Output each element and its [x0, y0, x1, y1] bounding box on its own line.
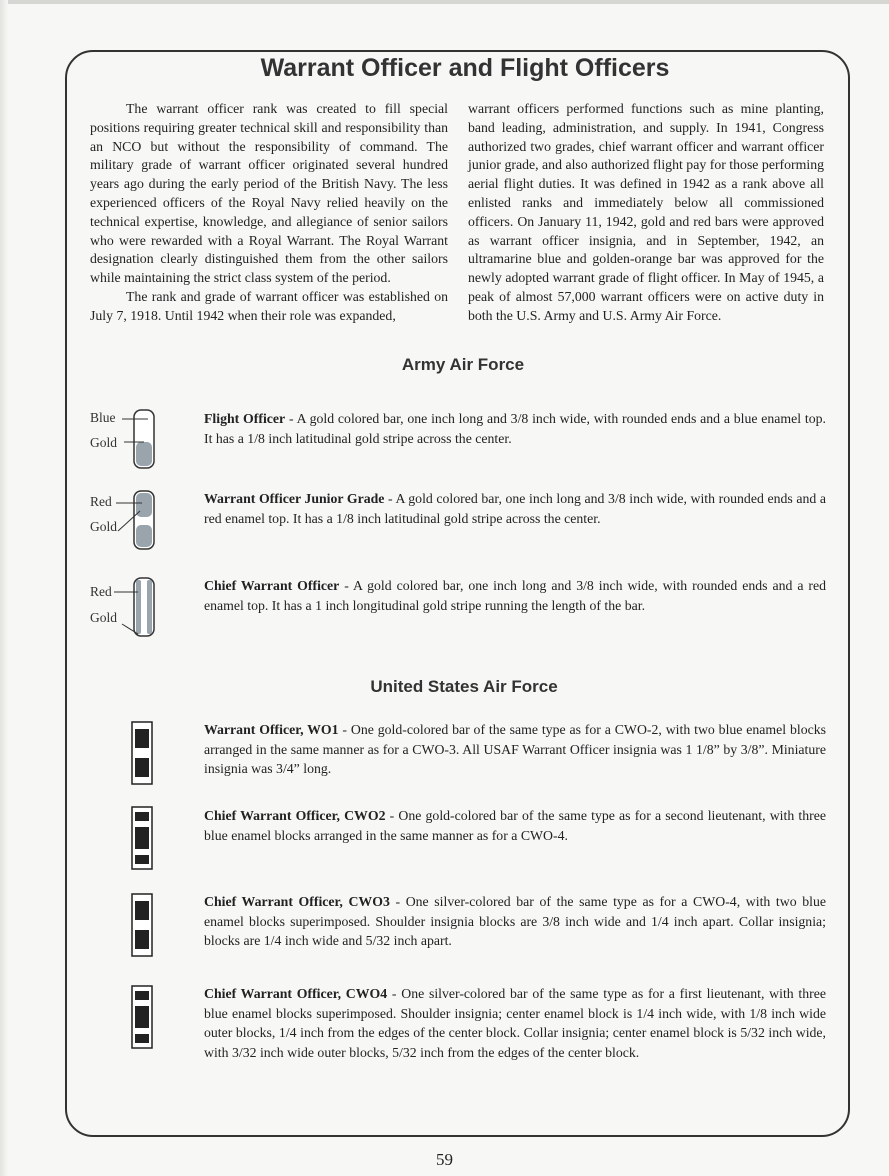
intro-paragraph: The rank and grade of warrant officer was established on July 7, 1918. Until 1942 when their role was expanded, — [90, 288, 448, 323]
wo1-description — [204, 720, 826, 779]
rank-description: - One silver-colored bar of the same type as for a CWO-4, with two blue enamel blocks superimposed. Shoulder insignia blocks are 3/8 inch wide and 1/4 inch apart. Collar insignia; blocks are 1/4 inch wide and 5/32 inch apart. — [204, 894, 826, 948]
insignia-label-bottom: Gold — [90, 610, 117, 625]
rank-description: - A gold colored bar, one inch long and 3/8 inch wide, with rounded ends and a blue enamel top. It has a 1/8 inch latitudinal gold stripe across the center. — [204, 411, 826, 446]
intro-column-right — [468, 100, 824, 326]
rank-name: Flight Officer — [204, 411, 286, 426]
insignia-label-top: Red — [90, 584, 112, 599]
section-heading-army-air-force: Army Air Force — [401, 355, 525, 374]
section-heading-united-states-air-force: United States Air Force — [370, 677, 558, 696]
cwo4-description — [204, 984, 826, 1062]
scan-edge-top — [0, 0, 889, 4]
rank-name: Warrant Officer Junior Grade — [204, 491, 385, 506]
cwo3-description — [204, 892, 826, 951]
chief-warrant-officer-description — [204, 576, 826, 615]
rank-description: - One gold-colored bar of the same type as for a CWO-2, with two blue enamel blocks arranged in the same manner as for a CWO-3. All USAF Warrant Officer insignia was 1 1/8” by 3/8”. Miniature insignia was 3/4” long. — [204, 722, 826, 776]
warrant-officer-junior-grade-insignia — [88, 489, 178, 549]
chief-warrant-officer-bar-icon — [88, 576, 178, 640]
flight-officer-bar-icon — [88, 408, 178, 472]
rank-description: - A gold colored bar, one inch long and 3/8 inch wide, with rounded ends and a red enamel top. It has a 1/8 inch latitudinal gold stripe across the center. — [204, 491, 826, 526]
rank-name: Chief Warrant Officer — [204, 578, 340, 593]
cwo2-description — [204, 806, 826, 845]
intro-column-left — [90, 100, 448, 326]
flight-officer-description — [204, 409, 826, 448]
rank-description: - One gold-colored bar of the same type as for a second lieutenant, with three blue enamel blocks arranged in the same manner as for a CWO-4. — [204, 808, 826, 843]
wo1-insignia-icon — [131, 721, 153, 785]
flight-officer-insignia — [88, 408, 178, 468]
cwo2-insignia-icon — [131, 806, 153, 870]
rank-name: Chief Warrant Officer, CWO3 — [204, 894, 390, 909]
insignia-label-bottom: Gold — [90, 519, 117, 534]
warrant-officer-junior-grade-description — [204, 489, 826, 528]
cwo3-insignia-icon — [131, 893, 153, 957]
chief-warrant-officer-insignia — [88, 576, 178, 636]
page-number: 59 — [436, 1150, 453, 1169]
rank-description: - One silver-colored bar of the same type as for a first lieutenant, with three blue enamel blocks superimposed. Shoulder insignia; center enamel block is 1/4 inch wide, with 1/8 inch wide outer blocks, 1/4 inch from the edges of the center block. Collar insignia; center enamel block is 5/32 inch wide, with 3/32 inch wide outer blocks, 5/32 inch from the edges of the center block. — [204, 986, 826, 1060]
rank-name: Chief Warrant Officer, CWO4 — [204, 986, 388, 1001]
intro-paragraph: warrant officers performed functions such as mine planting, band leading, administration, and supply. In 1941, Congress authorized two grades, chief warrant officer and warrant officer junior grade, and also authorized flight pay for those performing aerial flight duties. It was defined in 1942 as a rank above all enlisted ranks and immediately below all commissioned officers. On January 11, 1942, gold and red bars were approved as warrant officer insignia, and in September, 1942, an ultramarine blue and golden-orange bar was approved for the newly adopted warrant grade of flight officer. In May of 1945, a peak of almost 57,000 warrant officers were on active duty in both the U.S. Army and U.S. Army Air Force. — [468, 101, 824, 323]
page-title: Warrant Officer and Flight Officers — [160, 54, 770, 83]
rank-description: - A gold colored bar, one inch long and 3/8 inch wide, with rounded ends and a red enamel top. It has a 1 inch longitudinal gold stripe running the length of the bar. — [204, 578, 826, 613]
insignia-label-bottom: Gold — [90, 435, 117, 450]
insignia-label-top: Red — [90, 494, 112, 509]
rank-name: Warrant Officer, WO1 — [204, 722, 339, 737]
rank-name: Chief Warrant Officer, CWO2 — [204, 808, 386, 823]
warrant-officer-junior-grade-bar-icon — [88, 489, 178, 553]
cwo4-insignia-icon — [131, 985, 153, 1049]
intro-paragraph: The warrant officer rank was created to fill special positions requiring greater technical skill and responsibility than an NCO but without the responsibility of command. The military grade of warrant officer originated several hundred years ago during the early period of the British Navy. The less experienced officers of the Royal Navy relied heavily on the technical expertise, knowledge, and allegiance of senior sailors who were rewarded with a Royal Warrant. The Royal Warrant designation clearly distinguished them from the other sailors while maintaining the strict class system of the period. — [90, 101, 448, 286]
scan-edge-left — [0, 0, 8, 1176]
insignia-label-top: Blue — [90, 410, 116, 425]
